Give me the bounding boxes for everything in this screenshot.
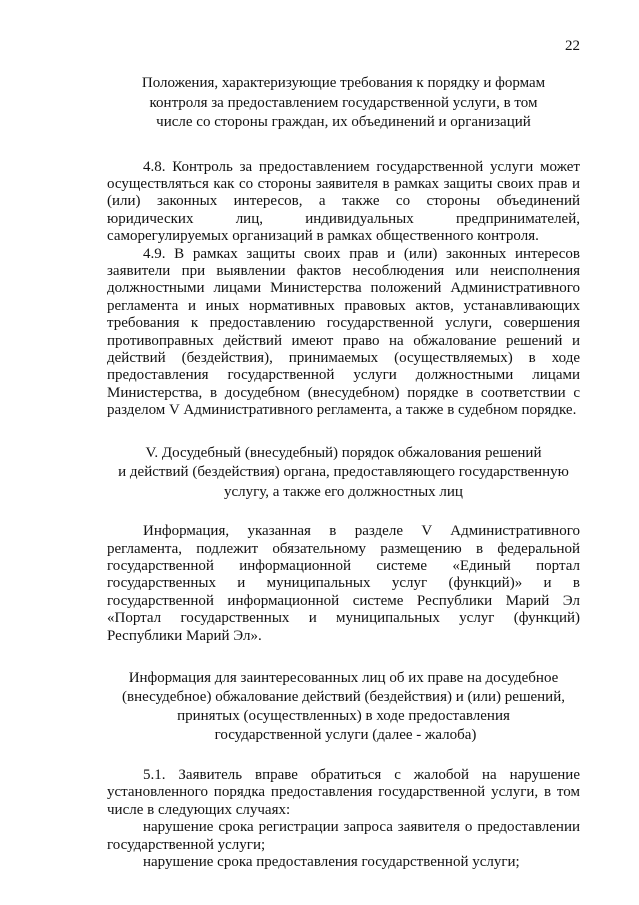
document-page <box>107 72 580 871</box>
section-heading-control <box>107 74 580 133</box>
heading-line: числе со стороны граждан, их объединений и организаций <box>156 114 531 130</box>
paragraph-5-1: 5.1. Заявитель вправе обратиться с жалобой на нарушение установленного порядка предоставления государственной услуги, в том числе в следующих случаях: <box>107 766 580 818</box>
heading-line: (внесудебное) обжалование действий (бездействия) и (или) решений, <box>122 688 565 705</box>
paragraph-4-8: 4.8. Контроль за предоставлением государственной услуги может осуществляться как со стороны заявителя в рамках защиты своих прав и (или) законных интересов, а также со стороны объединений юридических лиц, индивидуальных предпринимателей, саморегулируемых организаций в рамках общественного контроля. <box>107 158 580 245</box>
heading-line: Положения, характеризующие требования к порядку и формам <box>141 75 546 91</box>
page-number: 22 <box>565 38 580 54</box>
heading-line: государственной услуги (далее - жалоба) <box>214 726 477 743</box>
list-item: нарушение срока предоставления государственной услуги; <box>143 853 520 870</box>
heading-line: Информация для заинтересованных лиц об их праве на досудебное <box>128 669 559 686</box>
heading-line: и действий (бездействия) органа, предоставляющего государственную <box>118 464 569 481</box>
paragraph-4-9: 4.9. В рамках защиты своих прав и (или) законных интересов заявители при выявлении фактов несоблюдения или неисполнения должностными лицами Министерства положений Административного регламента и иных нормативных правовых актов, устанавливающих требования к предоставлению государственной услуги, совершения противоправных действий имеют право на обжалование решений и действий (бездействия), принимаемых (осуществляемых) в ходе предоставления государственной услуги должностными лицами Министерства, в досудебном (внесудебном) порядке в соответствии с разделом V Административного регламента, а также в судебном порядке. <box>107 245 580 419</box>
section-heading-appeal <box>107 444 580 503</box>
heading-line: контроля за предоставлением государственной услуги, в том <box>149 94 538 111</box>
heading-line: V. Досудебный (внесудебный) порядок обжалования решений <box>145 444 542 461</box>
paragraph-information: Информация, указанная в разделе V Административного регламента, подлежит обязательному размещению в федеральной государственной информационной системе «Единый портал государственных и муниципальных услуг (функций)» и в государственной информационной системе Республики Марий Эл «Портал государственных и муниципальных услуг (функций) Республики Марий Эл». <box>107 523 580 644</box>
section-heading-complaint-info <box>107 669 580 745</box>
list-item: нарушение срока регистрации запроса заявителя о предоставлении государственной услуги; <box>107 819 580 853</box>
heading-line: услугу, а также его должностных лиц <box>224 483 463 500</box>
heading-line: принятых (осуществленных) в ходе предоставления <box>177 707 510 724</box>
